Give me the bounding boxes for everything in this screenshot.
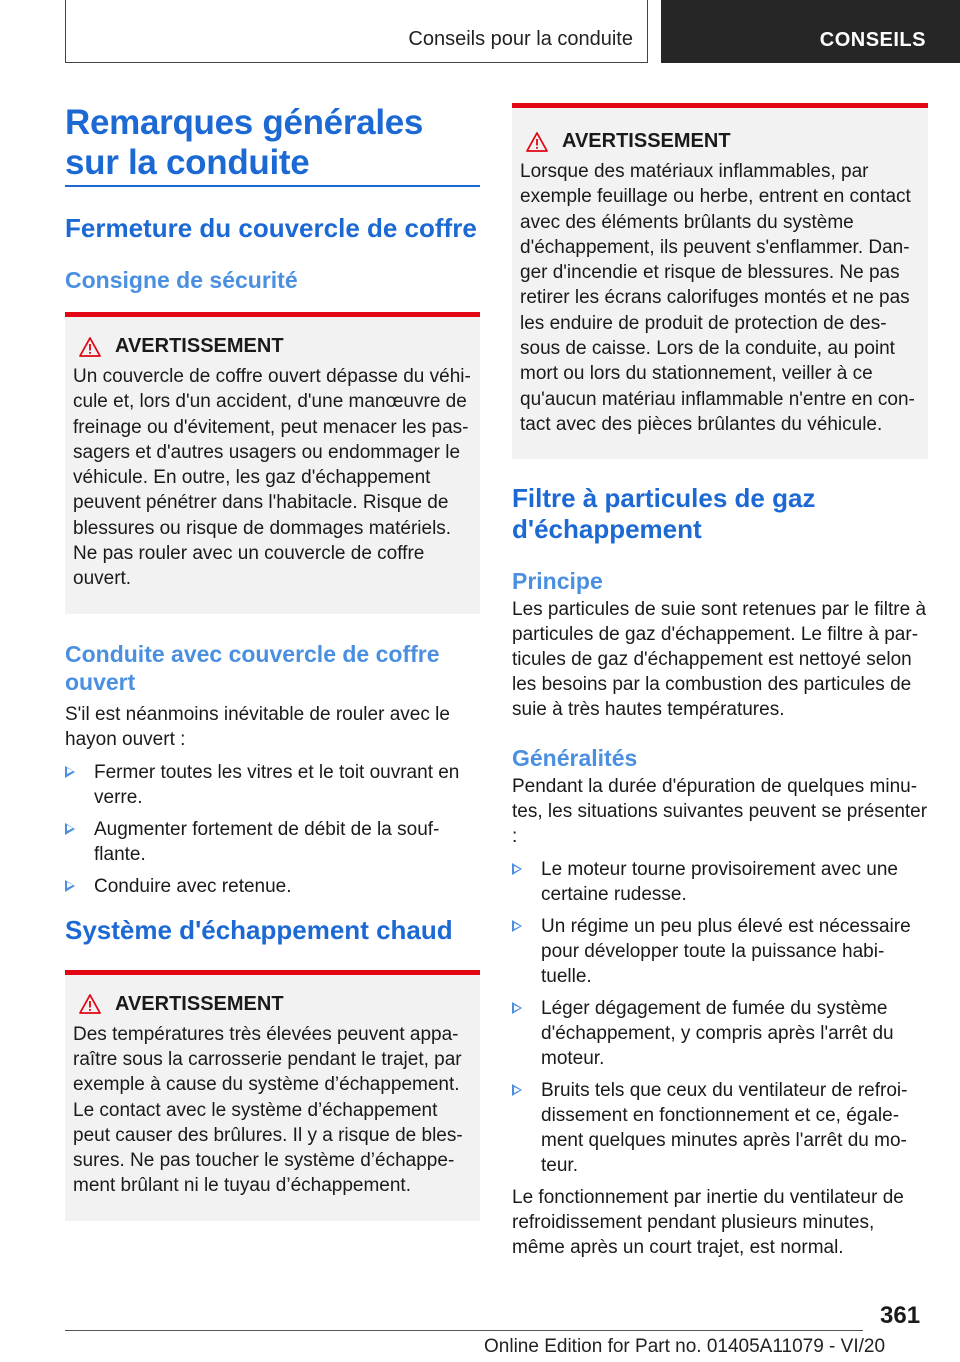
page-number: 361 — [880, 1302, 921, 1329]
warning-triangle-icon — [79, 337, 101, 357]
warning-text: Lorsque des matériaux inflammables, par exemple feuillage ou herbe, entrent en contact avec des éléments brûlants du système d'échappement, ils peuvent s'enflammer. Danger d'incendie et risque de blessures. Ne pas retirer les écrans calorifuges montés et ne pas les enduire de produit de protection de dessous de caisse. Lors de la conduite, au point mort ou lors du stationnement, veiller à ce qu'aucun matériau inflammable n'entre en contact avec des pièces brûlantes du véhicule. — [520, 161, 915, 435]
triangle-bullet-icon — [65, 823, 75, 835]
warning-triangle-icon — [79, 994, 101, 1014]
warning-triangle-icon — [526, 132, 548, 152]
left-column — [65, 103, 480, 1221]
warning-box-exhaust — [65, 970, 480, 1221]
warning-text: Des températures très élevées peuvent apparaître sous la carrosserie pendant le trajet, par exemple à cause du système d’échappement. Le contact avec le système d’échappement peut causer des brûlures. Il y a risque de blessures. Ne pas toucher le système d’échappement brûlant ni le tuyau d’échappement. — [73, 1023, 463, 1197]
footer-divider — [65, 1330, 863, 1331]
main-heading: Remarques générales sur la conduite — [65, 103, 480, 187]
warning-title: AVERTISSEMENT — [73, 335, 472, 358]
right-column — [512, 103, 928, 1260]
heading-hot-exhaust: Système d'échappement chaud — [65, 914, 453, 945]
heading-driving-open-trunk: Conduite avec couvercle de coffre ouvert — [65, 640, 440, 695]
bullet-list-regeneration — [512, 857, 928, 1178]
list-item: Léger dégagement de fumée du système d'échappement, y compris après l'arrêt du moteur. — [512, 996, 928, 1071]
footer-edition: Online Edition for Part no. 01405A11079 - VI/20 — [484, 1336, 886, 1357]
list-item: Le moteur tourne provisoirement avec une certaine rudesse. — [512, 857, 928, 907]
list-item: Un régime un peu plus élevé est nécessaire pour développer toute la puissance habituelle. — [512, 914, 928, 989]
triangle-bullet-icon — [512, 1084, 522, 1096]
list-item: Augmenter fortement de débit de la soufflante. — [65, 817, 480, 867]
principle-text: Les particules de suie sont retenues par le filtre à particules de gaz d'échappement. Le filtre à particules de gaz d'échappement est nettoyé selon les besoins par la combustion des particules de suie à très hautes températures. — [512, 599, 927, 721]
heading-trunk-lid: Fermeture du couvercle de coffre — [65, 213, 477, 243]
header-chapter-title: CONSEILS — [819, 29, 926, 51]
list-item: Conduire avec retenue. — [65, 874, 480, 899]
list-item: Bruits tels que ceux du ventilateur de refroidissement en fonctionnement et ce, également quelques minutes après l'arrêt du moteur. — [512, 1078, 928, 1178]
warning-text: Un couvercle de coffre ouvert dépasse du véhicule et, lors d'un accident, d'une manœuvre de freinage ou d'évitement, peut menacer les passagers et d'autres usagers ou endommager le véhicule. En outre, les gaz d'échappement peuvent pénétrer dans l'habitacle. Risque de blessures ou risque de dommages matériels. Ne pas rouler avec un couvercle de coffre ouvert. — [73, 366, 471, 590]
heading-principle: Principe — [512, 568, 603, 595]
warning-title: AVERTISSEMENT — [73, 993, 472, 1016]
warning-title: AVERTISSEMENT — [520, 130, 920, 153]
heading-safety-note: Consigne de sécurité — [65, 267, 298, 293]
triangle-bullet-icon — [512, 863, 522, 875]
bullet-list-open-trunk — [65, 760, 480, 899]
triangle-bullet-icon — [512, 920, 522, 932]
triangle-bullet-icon — [512, 1002, 522, 1014]
general-text: Pendant la durée d'épuration de quelques minutes, les situations suivantes peuvent se présenter : — [512, 776, 928, 848]
warning-box-flammable — [512, 103, 928, 459]
warning-box-trunk — [65, 312, 480, 614]
header-section-box — [65, 0, 648, 63]
heading-particulate-filter: Filtre à particules de gaz d'échappement — [512, 483, 816, 545]
header-chapter-tab — [661, 0, 960, 63]
heading-general: Généralités — [512, 745, 638, 772]
closing-text: Le fonctionnement par inertie du ventilateur de refroidissement pendant plusieurs minutes, même après un court trajet, est normal. — [512, 1187, 904, 1259]
list-item: Fermer toutes les vitres et le toit ouvrant en verre. — [65, 760, 480, 810]
intro-text: S'il est néanmoins inévitable de rouler avec le hayon ouvert : — [65, 703, 450, 750]
triangle-bullet-icon — [65, 880, 75, 892]
header-section-title: Conseils pour la conduite — [408, 28, 633, 50]
triangle-bullet-icon — [65, 766, 75, 778]
